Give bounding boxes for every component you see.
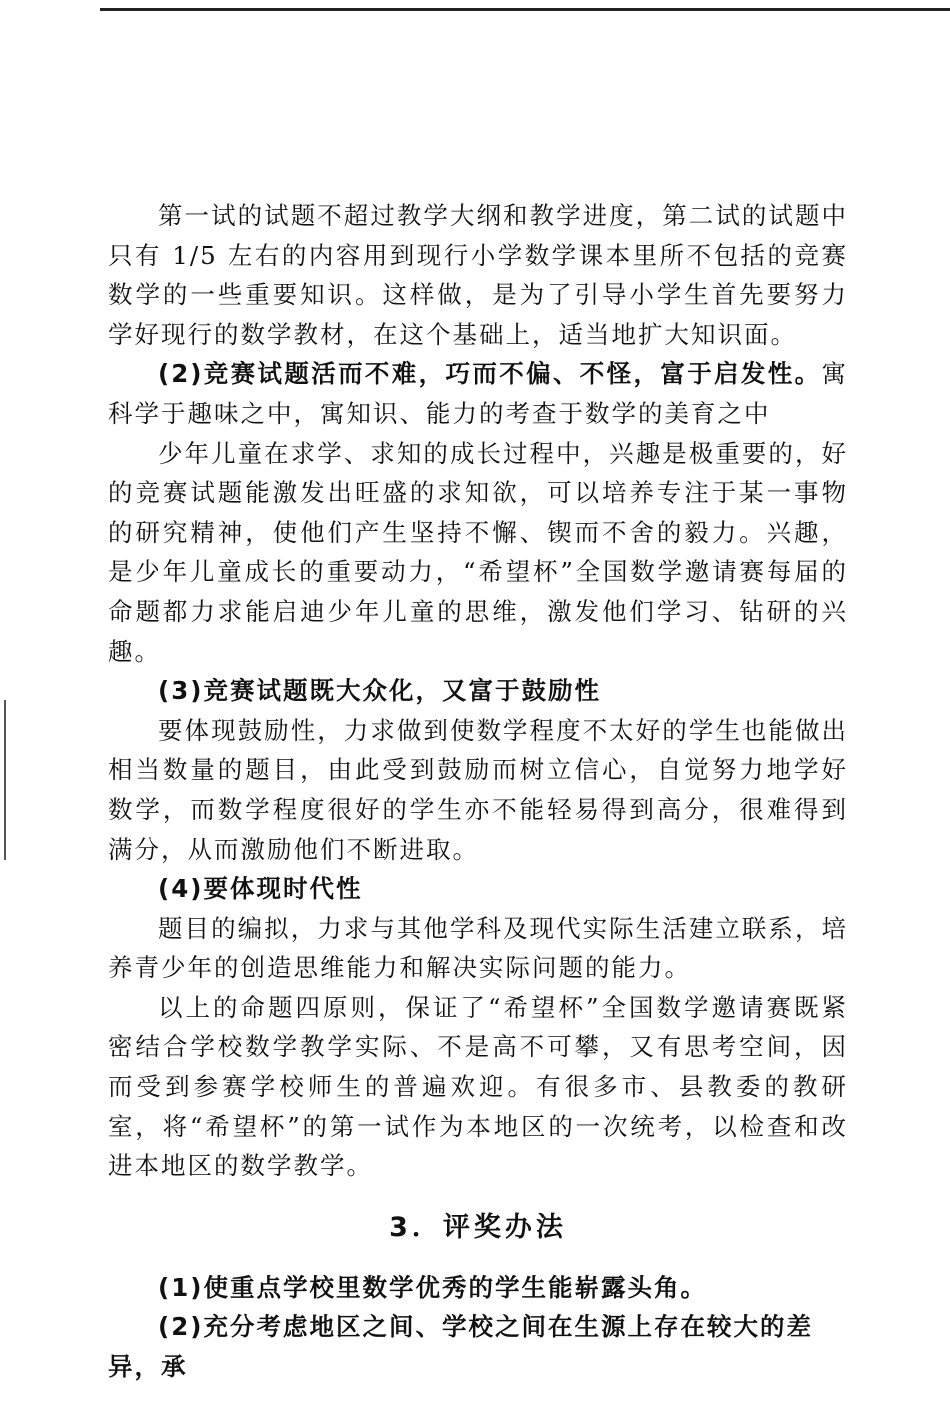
item-3-heading: (3)竞赛试题既大众化，又富于鼓励性 bbox=[158, 676, 601, 706]
section-3-item-2: (2)充分考虑地区之间、学校之间在生源上存在较大的差异，承 bbox=[108, 1312, 813, 1382]
paragraph-encouragement: 要体现鼓励性，力求做到使数学程度不太好的学生也能做出相当数量的题目，由此受到鼓励而树立信心，自觉努力地学好数学，而数学程度很好的学生亦不能轻易得到高分，很难得到满分，从而激励他们不断进取。 bbox=[108, 715, 848, 864]
scan-edge-mark bbox=[4, 700, 6, 860]
section-3-heading: 3．评奖办法 bbox=[389, 1211, 567, 1243]
paragraph-modernity: 题目的编拟，力求与其他学科及现代实际生活建立联系，培养青少年的创造思维能力和解决实际问题的能力。 bbox=[108, 913, 848, 983]
top-rule bbox=[100, 8, 950, 11]
item-2-heading: (2)竞赛试题活而不难，巧而不偏、不怪，富于启发性。 bbox=[158, 359, 822, 389]
section-3-item-1: (1)使重点学校里数学优秀的学生能崭露头角。 bbox=[158, 1272, 707, 1302]
item-4-heading: (4)要体现时代性 bbox=[158, 874, 363, 904]
item-2-text: 寓科学于趣味之中，寓知识、能力的考查于数学的美育之中 bbox=[108, 359, 848, 428]
paragraph-four-principles: 以上的命题四原则，保证了“希望杯”全国数学邀请赛既紧密结合学校数学教学实际、不是高不可攀，又有思考空间，因而受到参赛学校师生的普遍欢迎。有很多市、县教委的教研室，将“希望杯”的第一试作为本地区的一次统考，以检查和改进本地区的数学教学。 bbox=[108, 992, 848, 1181]
paragraph-first-test: 第一试的试题不超过教学大纲和教学进度，第二试的试题中只有 1/5 左右的内容用到现行小学数学课本里所不包括的竞赛数学的一些重要知识。这样做，是为了引导小学生首先要努力学好现行的数学教材，在这个基础上，适当地扩大知识面。 bbox=[108, 201, 848, 349]
page-body bbox=[108, 196, 848, 1387]
item-2-paragraph bbox=[108, 354, 848, 433]
paragraph-interest: 少年儿童在求学、求知的成长过程中，兴趣是极重要的，好的竞赛试题能激发出旺盛的求知欲，可以培养专注于某一事物的研究精神，使他们产生坚持不懈、锲而不舍的毅力。兴趣，是少年儿童成长的重要动力，“希望杯”全国数学邀请赛每届的命题都力求能启迪少年儿童的思维，激发他们学习、钻研的兴趣。 bbox=[108, 438, 848, 666]
